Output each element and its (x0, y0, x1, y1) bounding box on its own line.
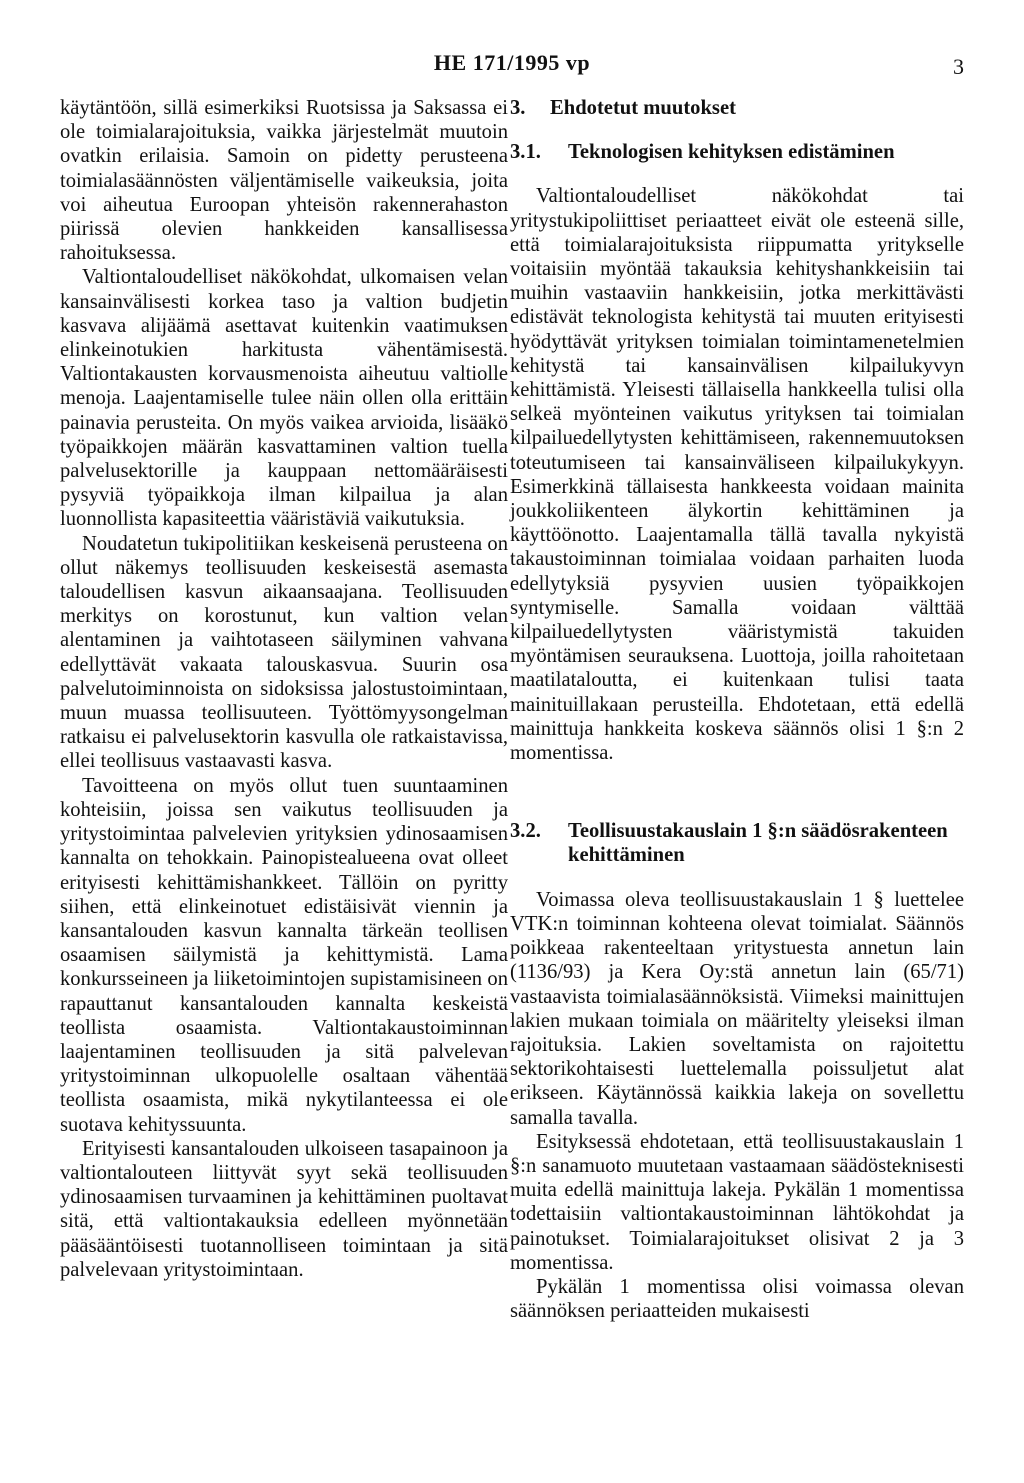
left-column (60, 96, 508, 1282)
paragraph: käytäntöön, sillä esimerkiksi Ruotsissa ja Saksassa ei ole toimialarajoituksia, vaikka järjestelmät muutoin ovatkin erilaisia. Samoin on pidetty perusteena toimialasäännösten väljentämiselle vaikeuksia, joita voi aiheutua Euroopan yhteisön rakennerahaston piirissä olevien hankkeiden kansallisessa rahoituksessa. (60, 97, 508, 265)
section-heading-3 (510, 96, 964, 120)
section-number: 3.1. (510, 141, 541, 164)
paragraph: Esityksessä ehdotetaan, että teollisuustakauslain 1 §:n sanamuoto muutetaan vastaamaan säädösteknisesti muita edellä mainittuja lakeja. Pykälän 1 momentissa todettaisiin valtiontakaustoiminnan lähtökohdat ja painotukset. Toimialarajoitukset olisivat 2 ja 3 momentissa. (510, 1130, 964, 1274)
page-number: 3 (953, 54, 964, 79)
section-number: 3. (510, 97, 526, 119)
right-column (510, 96, 964, 1323)
section-number: 3.2. (510, 820, 541, 843)
paragraph: Valtiontaloudelliset näkökohdat, ulkomaisen velan kansainvälisesti korkea taso ja valtion budjetin kasvava alijäämä asettavat kuitenkin vaatimuksen elinkeinotukien harkitusta vähentämisestä. Valtiontakausten korvausmenoista aiheutuu valtiolle menoja. Laajentamiselle tulee näin ollen olla erittäin painavia perusteita. On myös vaikea arvioida, lisääkö työpaikkojen määrän kasvattaminen valtion tuella palvelusektorille ja kauppaan nettomääräisesti pysyviä työpaikkoja ilman kilpailua ja alan luonnollista kapasiteettia vääristäviä vaikutuksia. (60, 266, 508, 531)
paragraph: Valtiontaloudelliset näkökohdat tai yritystukipoliittiset periaatteet eivät ole esteenä sille, että toimialarajoituksista riippumatta yritykselle voitaisiin myöntää takauksia kehityshankkeisiin tai muihin vastaaviin hankkeisiin, jotka merkittävästi edistävät teknologista kehitystä tai muuten erityisesti hyödyttävät yrityksen toimialan toimintamenetelmien kehitystä tai kansainvälisen kilpailukyvyn kehittämistä. Yleisesti tällaisella hankkeella tulisi olla selkeä myönteinen vaikutus yrityksen tai toimialan kilpailuedellytysten kehittämiseen, rakennemuutoksen toteutumiseen tai kansainväliseen kilpailukykyyn. Esimerkkinä tällaisesta hankkeesta voidaan mainita joukkoliikenteen älykortin kehittäminen ja käyttöönotto. Laajentamalla tällä tavalla nykyistä takaustoiminnan toimialaa voidaan parhaiten luoda edellytyksiä pysyvien uusien työpaikkojen syntymiselle. Samalla voidaan välttää kilpailuedellytysten vääristymistä takuiden myöntämisen seurauksena. Luottoja, joilla rahoitetaan maatilataloutta, ei kuitenkaan tulisi taata mainituillakaan perusteilla. Ehdotetaan, että edellä mainittuja hankkeita koskeva säännös olisi 1 §:n 2 momentissa. (510, 185, 964, 765)
paragraph: Voimassa oleva teollisuustakauslain 1 § luettelee VTK:n toiminnan kohteena olevat toimialat. Säännös poikkeaa rakenteeltaan yritystuesta annetun lain (1136/93) ja Kera Oy:stä annetun lain (65/71) vastaavista toimialasäännöksistä. Viimeksi mainittujen lakien mukaan toimiala on määritelty yleiseksi ilman rajoituksia. Lakien soveltamista on rajoitettu sektorikohtaisesti luettelemalla poissuljetut alat erikseen. Käytännössä kaikkia lakeja on sovellettu samalla tavalla. (510, 888, 964, 1129)
paragraph: Erityisesti kansantalouden ulkoiseen tasapainoon ja valtiontalouteen liittyvät syyt sekä teollisuuden ydinosaamisen turvaaminen ja kehittäminen puoltavat sitä, että valtiontakauksia edelleen myönnetään pääsääntöisesti tuotannolliseen toimintaan ja sitä palvelevaan yritystoimintaan. (60, 1137, 508, 1281)
section-title: Teknologisen kehityksen edistäminen (568, 141, 895, 164)
paragraph: Tavoitteena on myös ollut tuen suuntaaminen kohteisiin, joissa sen vaikutus teollisuuden ja yritystoimintaa palvelevien yrityksien ydinosaamisen kannalta on tehokkain. Painopistealueena ovat olleet erityisesti kehittämishankkeet. Tällöin on pyritty siihen, että elinkeinotuet edistäisivät viennin ja kansantalouden kasvun kannalta tärkeän teollisen osaamisen säilymistä ja kehittymistä. Lama konkursseineen ja liiketoimintojen supistamisineen on rapauttanut kansantalouden kannalta keskeistä teollista osaamista. Valtiontakaustoiminnan laajentaminen teollisuuden ja sitä palvelevan yritystoiminnan ulkopuolelle osaltaan vähentää teollista osaamista, mikä nykytilanteessa ei ole suotava kehityssuunta. (60, 774, 508, 1136)
paragraph: Pykälän 1 momentissa olisi voimassa olevan säännöksen periaatteiden mukaisesti (510, 1275, 964, 1323)
section-heading-3-2 (510, 819, 964, 867)
section-heading-3-1 (510, 140, 964, 164)
running-header: HE 171/1995 vp (433, 50, 591, 75)
paragraph: Noudatetun tukipolitiikan keskeisenä perusteena on ollut näkemys teollisuuden keskeisestä asemasta taloudellisen kasvun aikaansaajana. Teollisuuden merkitys on korostunut, kun valtion velan alentaminen ja vaihtotaseen säilyminen vahvana edellyttävät vakaata talouskasvua. Suurin osa palvelutoiminnoista on sidoksissa jalostustoimintaan, muun muassa teollisuuteen. Työttömyysongelman ratkaisu ei palvelusektorin kasvulla ole ratkaistavissa, ellei teollisuus vastaavasti kasva. (60, 532, 508, 773)
section-title: Teollisuustakauslain 1 §:n säädösrakenteen kehittäminen (568, 820, 948, 867)
section-title: Ehdotetut muutokset (550, 97, 736, 119)
